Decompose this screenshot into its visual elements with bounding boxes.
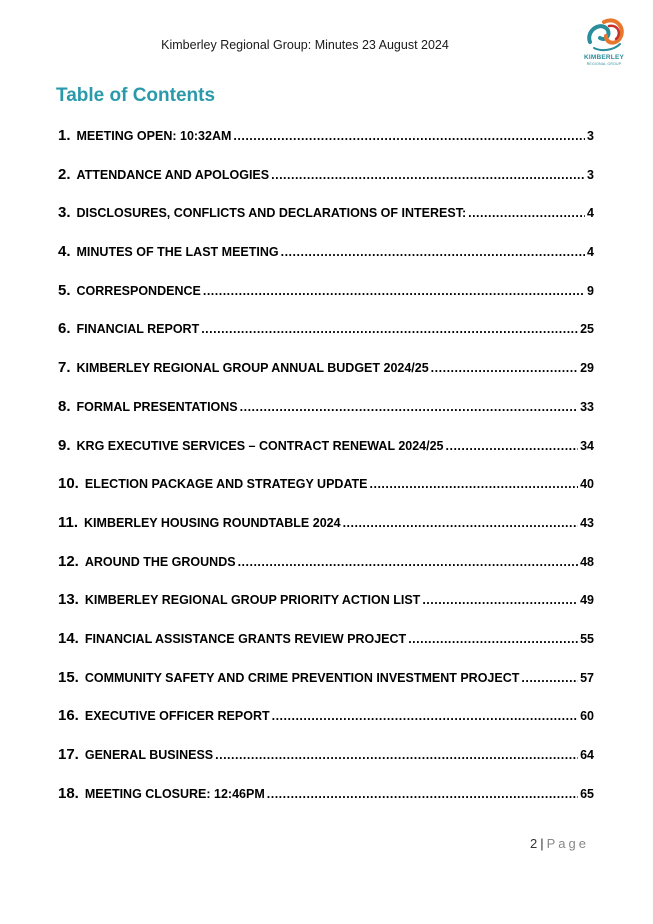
toc-heading: Table of Contents: [56, 85, 216, 106]
toc-entry-number: 7.: [58, 359, 71, 377]
toc-entry-page: 57: [580, 670, 594, 685]
toc-entry-label: CORRESPONDENCE: [76, 283, 201, 298]
toc-entry-page: 34: [580, 438, 594, 453]
toc-dot-leader: [431, 358, 578, 378]
kimberley-regional-group-logo: [576, 14, 632, 70]
toc-entry-page: 9: [587, 283, 594, 298]
toc-entry-label: KIMBERLEY HOUSING ROUNDTABLE 2024: [84, 515, 341, 530]
toc-entry-number: 2.: [58, 165, 71, 183]
toc-entry-page: 4: [587, 206, 594, 221]
toc-entry[interactable]: [58, 203, 594, 242]
toc-entry-number: 16.: [58, 707, 79, 725]
toc-entry-page: 60: [580, 709, 594, 724]
toc-entry[interactable]: [58, 745, 594, 784]
toc-entry[interactable]: [58, 436, 594, 475]
toc-dot-leader: [408, 629, 578, 649]
toc-entry-page: 43: [580, 515, 594, 530]
toc-entry-label: DISCLOSURES, CONFLICTS AND DECLARATIONS OF INTEREST:: [76, 206, 467, 221]
toc-entry-page: 33: [580, 399, 594, 414]
toc-dot-leader: [240, 397, 578, 417]
toc-entry-page: 4: [587, 245, 594, 260]
toc-entry[interactable]: [58, 513, 594, 552]
toc-entry-label: KIMBERLEY REGIONAL GROUP ANNUAL BUDGET 2024/25: [76, 361, 429, 376]
toc-entry-page: 40: [580, 477, 594, 492]
toc-entry-number: 8.: [58, 397, 71, 415]
toc-entry-page: 65: [580, 786, 594, 801]
toc-dot-leader: [238, 552, 579, 572]
toc-dot-leader: [281, 242, 585, 262]
logo-subtitle: REGIONAL GROUP: [586, 62, 622, 66]
toc-entry-number: 13.: [58, 591, 79, 609]
toc-entry-label: FINANCIAL ASSISTANCE GRANTS REVIEW PROJECT: [84, 631, 407, 646]
toc-dot-leader: [203, 281, 585, 301]
table-of-contents: [58, 126, 594, 822]
toc-entry-label: KRG EXECUTIVE SERVICES – CONTRACT RENEWAL 2024/25: [76, 438, 444, 453]
toc-entry-label: ELECTION PACKAGE AND STRATEGY UPDATE: [84, 477, 368, 492]
toc-dot-leader: [446, 436, 579, 456]
footer-page-number: 2: [530, 836, 538, 851]
toc-entry-number: 10.: [58, 475, 79, 493]
toc-entry-number: 6.: [58, 320, 71, 338]
toc-entry-page: 49: [580, 593, 594, 608]
toc-entry-label: KIMBERLEY REGIONAL GROUP PRIORITY ACTION LIST: [84, 593, 421, 608]
toc-entry-number: 12.: [58, 552, 79, 570]
logo-wordmark: KIMBERLEY: [583, 54, 625, 61]
toc-entry-page: 25: [580, 322, 594, 337]
toc-entry[interactable]: [58, 319, 594, 358]
toc-dot-leader: [370, 474, 579, 494]
toc-dot-leader: [267, 784, 578, 804]
toc-entry[interactable]: [58, 165, 594, 204]
toc-entry[interactable]: [58, 242, 594, 281]
toc-entry-label: FINANCIAL REPORT: [76, 322, 200, 337]
toc-entry-page: 3: [587, 129, 594, 143]
footer-separator: |: [540, 836, 544, 851]
toc-entry-label: MEETING CLOSURE: 12:46PM: [84, 786, 265, 801]
toc-entry-page: 3: [587, 167, 594, 182]
toc-entry-page: 64: [580, 748, 594, 762]
toc-entry[interactable]: [58, 358, 594, 397]
toc-entry[interactable]: [58, 784, 594, 823]
toc-entry-label: MEETING OPEN: 10:32AM: [76, 129, 232, 143]
toc-entry-number: 15.: [58, 668, 79, 686]
toc-entry-label: AROUND THE GROUNDS: [84, 554, 236, 569]
toc-entry-number: 9.: [58, 436, 71, 454]
toc-entry-page: 48: [580, 554, 594, 569]
toc-entry[interactable]: [58, 397, 594, 436]
toc-entry-label: FORMAL PRESENTATIONS: [76, 399, 238, 414]
toc-entry-label: MINUTES OF THE LAST MEETING: [76, 245, 279, 260]
toc-dot-leader: [521, 668, 578, 688]
toc-entry-page: 29: [580, 361, 594, 376]
logo-swirl-icon: [576, 14, 632, 56]
toc-entry[interactable]: [58, 629, 594, 668]
toc-dot-leader: [271, 165, 585, 185]
toc-dot-leader: [215, 745, 578, 765]
toc-dot-leader: [422, 590, 578, 610]
toc-entry-label: GENERAL BUSINESS: [84, 748, 214, 762]
toc-entry[interactable]: [58, 668, 594, 707]
toc-dot-leader: [343, 513, 579, 533]
toc-entry-number: 1.: [58, 127, 71, 144]
toc-entry-page: 55: [580, 631, 594, 646]
toc-entry-number: 14.: [58, 629, 79, 647]
toc-entry-number: 11.: [58, 513, 79, 531]
page-footer: [530, 836, 589, 851]
footer-page-word: Page: [546, 836, 589, 851]
toc-entry-number: 3.: [58, 204, 71, 222]
toc-entry-number: 5.: [58, 281, 71, 299]
toc-entry-label: EXECUTIVE OFFICER REPORT: [84, 709, 270, 724]
toc-entry[interactable]: [58, 474, 594, 513]
toc-entry-label: ATTENDANCE AND APOLOGIES: [76, 167, 270, 182]
toc-dot-leader: [468, 203, 585, 223]
toc-dot-leader: [201, 319, 578, 339]
toc-dot-leader: [272, 706, 578, 726]
toc-entry[interactable]: [58, 706, 594, 745]
toc-entry-number: 18.: [58, 784, 79, 802]
toc-entry[interactable]: [58, 281, 594, 320]
toc-entry[interactable]: [58, 552, 594, 591]
toc-dot-leader: [233, 126, 585, 146]
toc-entry[interactable]: [58, 590, 594, 629]
document-header-title: Kimberley Regional Group: Minutes 23 August 2024: [161, 38, 449, 52]
toc-entry-label: COMMUNITY SAFETY AND CRIME PREVENTION INVESTMENT PROJECT: [84, 670, 520, 685]
toc-entry[interactable]: [58, 126, 594, 165]
toc-entry-number: 4.: [58, 243, 71, 261]
toc-entry-number: 17.: [58, 746, 79, 763]
